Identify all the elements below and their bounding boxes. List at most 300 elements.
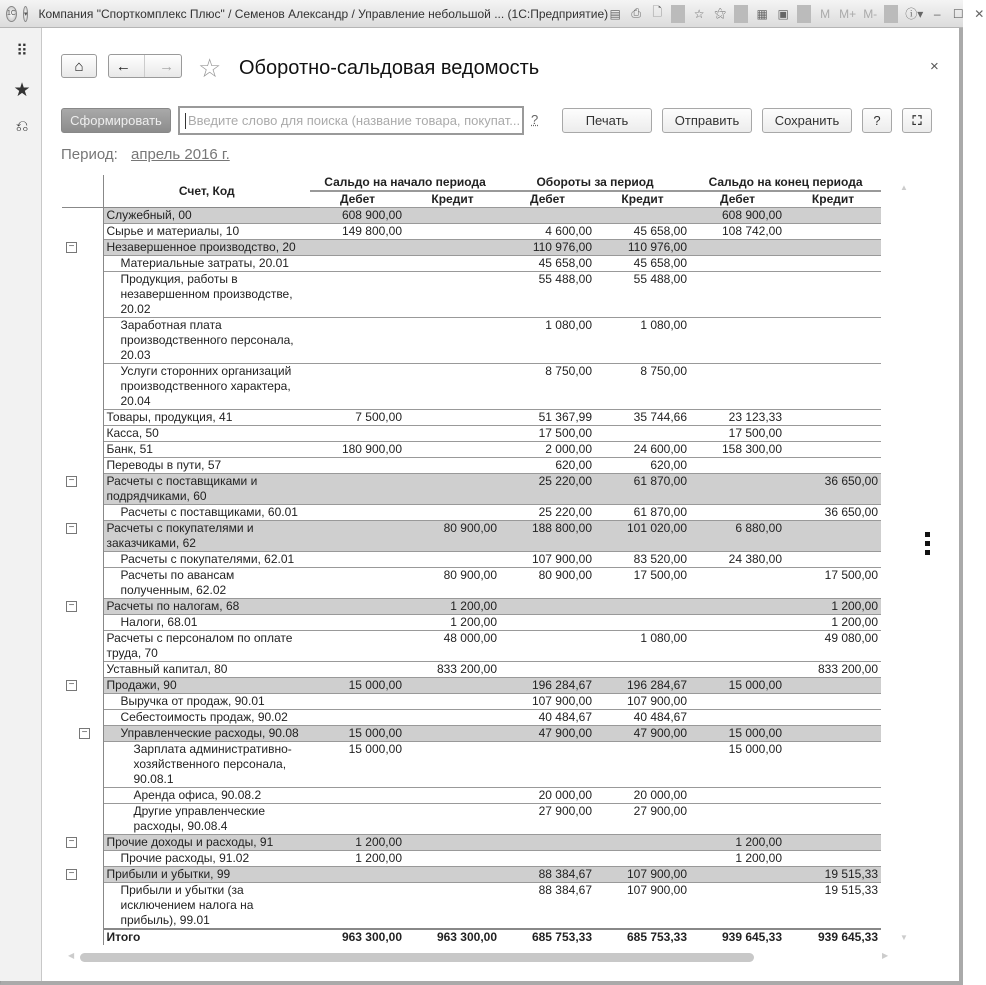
closing-credit-value[interactable]: 833 200,00 <box>785 662 881 678</box>
horizontal-scrollbar[interactable] <box>80 953 754 962</box>
close-window-icon[interactable]: ✕ <box>974 6 985 21</box>
more-actions-icon[interactable] <box>925 532 931 559</box>
opening-debit-value[interactable] <box>310 599 405 615</box>
opening-credit-value[interactable] <box>405 224 500 240</box>
turnover-header: Обороты за период <box>500 175 690 191</box>
turnover-debit-value[interactable]: 47 900,00 <box>500 726 595 742</box>
report-table <box>62 175 881 945</box>
turnover-debit-value[interactable]: 196 284,67 <box>500 678 595 694</box>
closing-credit-value[interactable] <box>785 256 881 272</box>
opening-debit-value[interactable] <box>310 804 405 835</box>
closing-credit-header: Кредит <box>811 192 855 206</box>
turnover-credit-value[interactable]: 107 900,00 <box>595 883 690 930</box>
opening-credit-value[interactable] <box>405 318 500 364</box>
closing-debit-value[interactable] <box>690 694 785 710</box>
closing-credit-value[interactable] <box>785 851 881 867</box>
closing-debit-value[interactable] <box>690 710 785 726</box>
opening-debit-value[interactable]: 180 900,00 <box>310 442 405 458</box>
scroll-up-arrow[interactable]: ▲ <box>900 183 908 192</box>
opening-credit-value[interactable] <box>405 883 500 930</box>
closing-credit-value[interactable] <box>785 410 881 426</box>
scroll-right-arrow[interactable]: ▶ <box>882 951 889 960</box>
table-row[interactable] <box>62 883 881 930</box>
scroll-left-arrow[interactable]: ◀ <box>68 951 75 960</box>
preview-icon[interactable]: 🗋 <box>652 5 662 19</box>
opening-debit-value[interactable] <box>310 426 405 442</box>
opening-credit-value[interactable] <box>405 804 500 835</box>
table-row[interactable] <box>62 442 881 458</box>
opening-debit-value[interactable]: 7 500,00 <box>310 410 405 426</box>
opening-credit-value[interactable] <box>405 835 500 851</box>
closing-credit-value[interactable] <box>785 458 881 474</box>
opening-debit-value[interactable] <box>310 615 405 631</box>
opening-debit-value[interactable] <box>310 318 405 364</box>
send-button[interactable]: Отправить <box>662 108 752 133</box>
closing-debit-value[interactable]: 23 123,33 <box>690 410 785 426</box>
turnover-debit-value[interactable]: 620,00 <box>500 458 595 474</box>
apps-grid-icon[interactable]: ⠿ <box>16 43 28 60</box>
turnover-debit-value[interactable]: 17 500,00 <box>500 426 595 442</box>
save-button[interactable]: Сохранить <box>762 108 852 133</box>
opening-credit-value[interactable]: 80 900,00 <box>405 521 500 552</box>
closing-credit-value[interactable]: 1 200,00 <box>785 615 881 631</box>
opening-credit-value[interactable] <box>405 726 500 742</box>
turnover-credit-value[interactable]: 1 080,00 <box>595 318 690 364</box>
opening-credit-value[interactable] <box>405 742 500 788</box>
closing-debit-value[interactable] <box>690 318 785 364</box>
closing-credit-value[interactable] <box>785 240 881 256</box>
closing-debit-value[interactable] <box>690 804 785 835</box>
table-row[interactable] <box>62 662 881 678</box>
favorites-add-icon[interactable]: ☆ <box>693 6 705 21</box>
table-row[interactable] <box>62 568 881 599</box>
account-header: Счет, Код <box>103 175 310 208</box>
opening-credit-value[interactable]: 80 900,00 <box>405 568 500 599</box>
turnover-debit-value[interactable]: 2 000,00 <box>500 442 595 458</box>
tree-cell <box>62 742 103 788</box>
closing-credit-value[interactable] <box>785 364 881 410</box>
turnover-credit-value[interactable]: 620,00 <box>595 458 690 474</box>
opening-debit-value[interactable] <box>310 474 405 505</box>
turnover-credit-value[interactable]: 83 520,00 <box>595 552 690 568</box>
print-icon[interactable]: ⎙ <box>631 6 641 20</box>
turnover-debit-value[interactable]: 188 800,00 <box>500 521 595 552</box>
closing-debit-value[interactable] <box>690 631 785 662</box>
turnover-debit-value[interactable] <box>500 742 595 788</box>
closing-debit-value[interactable] <box>690 505 785 521</box>
opening-debit-value[interactable] <box>310 458 405 474</box>
collapse-group-icon[interactable]: − <box>66 476 77 487</box>
opening-debit-value[interactable] <box>310 788 405 804</box>
table-row[interactable] <box>62 272 881 318</box>
turnover-credit-value[interactable]: 196 284,67 <box>595 678 690 694</box>
opening-credit-value[interactable] <box>405 867 500 883</box>
closing-debit-value[interactable]: 15 000,00 <box>690 726 785 742</box>
table-row[interactable] <box>62 208 881 224</box>
opening-debit-value[interactable] <box>310 568 405 599</box>
turnover-credit-value[interactable]: 55 488,00 <box>595 272 690 318</box>
table-row[interactable] <box>62 599 881 615</box>
print-button[interactable]: Печать <box>562 108 652 133</box>
opening-credit-value[interactable]: 1 200,00 <box>405 599 500 615</box>
table-row[interactable] <box>62 788 881 804</box>
turnover-credit-value[interactable]: 110 976,00 <box>595 240 690 256</box>
opening-credit-value[interactable] <box>405 458 500 474</box>
save-icon[interactable]: ▤ <box>609 6 621 21</box>
opening-credit-value[interactable] <box>405 474 500 505</box>
turnover-debit-value[interactable]: 27 900,00 <box>500 804 595 835</box>
closing-debit-value[interactable] <box>690 256 785 272</box>
opening-debit-value[interactable] <box>310 883 405 930</box>
opening-credit-value[interactable] <box>405 694 500 710</box>
sidebar <box>0 28 42 981</box>
turnover-credit-value[interactable] <box>595 742 690 788</box>
table-row[interactable] <box>62 521 881 552</box>
turnover-credit-value[interactable] <box>595 851 690 867</box>
opening-debit-value[interactable] <box>310 631 405 662</box>
closing-debit-value[interactable] <box>690 788 785 804</box>
closing-credit-value[interactable]: 19 515,33 <box>785 867 881 883</box>
closing-credit-value[interactable] <box>785 552 881 568</box>
opening-credit-value[interactable] <box>405 710 500 726</box>
closing-debit-value[interactable] <box>690 364 785 410</box>
closing-debit-value[interactable]: 15 000,00 <box>690 678 785 694</box>
closing-debit-value[interactable] <box>690 662 785 678</box>
table-row[interactable] <box>62 552 881 568</box>
turnover-credit-value[interactable]: 17 500,00 <box>595 568 690 599</box>
closing-debit-value[interactable] <box>690 883 785 930</box>
opening-debit-value[interactable] <box>310 240 405 256</box>
opening-credit-value[interactable]: 48 000,00 <box>405 631 500 662</box>
table-row[interactable] <box>62 835 881 851</box>
closing-debit-value[interactable] <box>690 240 785 256</box>
account-name: Услуги сторонних организаций производственного характера, 20.04 <box>103 364 310 410</box>
closing-debit-header: Дебет <box>720 192 756 206</box>
turnover-credit-value[interactable]: 35 744,66 <box>595 410 690 426</box>
table-row[interactable] <box>62 726 881 742</box>
opening-credit-value[interactable] <box>405 256 500 272</box>
table-row[interactable] <box>62 710 881 726</box>
favorites-icon[interactable]: ⚝ <box>714 6 726 20</box>
tree-cell <box>62 505 103 521</box>
opening-debit-value[interactable] <box>310 694 405 710</box>
turnover-debit-value[interactable]: 25 220,00 <box>500 505 595 521</box>
table-row[interactable] <box>62 240 881 256</box>
account-name: Расчеты с персоналом по оплате труда, 70 <box>103 631 310 662</box>
tree-column-header <box>62 175 103 208</box>
table-row[interactable] <box>62 318 881 364</box>
turnover-debit-value[interactable] <box>500 631 595 662</box>
tree-cell <box>62 851 103 867</box>
collapse-group-icon[interactable]: − <box>79 728 90 739</box>
app-logo-icon[interactable]: 1С <box>6 6 17 22</box>
collapse-group-icon[interactable]: − <box>66 680 77 691</box>
main-menu-icon[interactable]: ▾ <box>23 6 29 22</box>
turnover-debit-value[interactable]: 51 367,99 <box>500 410 595 426</box>
collapse-group-icon[interactable]: − <box>66 523 77 534</box>
closing-debit-value[interactable]: 6 880,00 <box>690 521 785 552</box>
table-row[interactable] <box>62 410 881 426</box>
tree-cell <box>62 883 103 930</box>
home-icon: ⌂ <box>74 57 84 75</box>
turnover-credit-value[interactable]: 8 750,00 <box>595 364 690 410</box>
turnover-credit-value[interactable]: 61 870,00 <box>595 474 690 505</box>
closing-debit-value[interactable]: 1 200,00 <box>690 851 785 867</box>
turnover-debit-value[interactable] <box>500 662 595 678</box>
turnover-credit-value[interactable]: 45 658,00 <box>595 256 690 272</box>
opening-credit-value[interactable] <box>405 442 500 458</box>
info-icon[interactable]: ⓘ▾ <box>905 7 924 21</box>
table-row[interactable] <box>62 505 881 521</box>
closing-credit-value[interactable]: 36 650,00 <box>785 474 881 505</box>
closing-credit-value[interactable] <box>785 804 881 835</box>
turnover-debit-value[interactable]: 25 220,00 <box>500 474 595 505</box>
opening-debit-value[interactable]: 15 000,00 <box>310 678 405 694</box>
closing-debit-value[interactable]: 608 900,00 <box>690 208 785 224</box>
opening-credit-value[interactable] <box>405 788 500 804</box>
turnover-credit-value[interactable]: 20 000,00 <box>595 788 690 804</box>
opening-credit-value[interactable] <box>405 505 500 521</box>
table-row[interactable] <box>62 678 881 694</box>
table-row[interactable] <box>62 364 881 410</box>
collapse-group-icon[interactable]: − <box>66 837 77 848</box>
forward-button[interactable]: → <box>159 57 175 75</box>
tree-cell <box>62 631 103 662</box>
turnover-debit-value[interactable]: 1 080,00 <box>500 318 595 364</box>
close-form-icon[interactable]: × <box>930 58 939 75</box>
opening-debit-value[interactable]: 608 900,00 <box>310 208 405 224</box>
turnover-credit-value[interactable] <box>595 662 690 678</box>
table-row[interactable] <box>62 224 881 240</box>
opening-debit-value[interactable]: 1 200,00 <box>310 835 405 851</box>
table-row[interactable] <box>62 742 881 788</box>
closing-credit-value[interactable] <box>785 426 881 442</box>
turnover-debit-value[interactable]: 40 484,67 <box>500 710 595 726</box>
turnover-debit-value[interactable] <box>500 835 595 851</box>
turnover-credit-value[interactable]: 1 080,00 <box>595 631 690 662</box>
turnover-credit-value[interactable]: 107 900,00 <box>595 867 690 883</box>
calculator-icon[interactable]: ▦ <box>756 6 768 21</box>
history-scroll-icon[interactable]: ⎌ <box>15 118 29 135</box>
turnover-debit-value[interactable]: 55 488,00 <box>500 272 595 318</box>
account-name: Управленческие расходы, 90.08 <box>103 726 310 742</box>
closing-debit-value[interactable]: 17 500,00 <box>690 426 785 442</box>
turnover-debit-value[interactable]: 107 900,00 <box>500 694 595 710</box>
closing-balance-header: Сальдо на конец периода <box>690 175 881 191</box>
opening-credit-value[interactable]: 1 200,00 <box>405 615 500 631</box>
table-row[interactable] <box>62 631 881 662</box>
scroll-down-arrow[interactable]: ▼ <box>900 933 908 942</box>
opening-debit-value[interactable] <box>310 272 405 318</box>
closing-debit-value[interactable] <box>690 615 785 631</box>
account-name: Прочие расходы, 91.02 <box>103 851 310 867</box>
turnover-debit-value[interactable]: 4 600,00 <box>500 224 595 240</box>
account-name: Уставный капитал, 80 <box>103 662 310 678</box>
table-row[interactable] <box>62 804 881 835</box>
opening-credit-value[interactable] <box>405 272 500 318</box>
table-row[interactable] <box>62 474 881 505</box>
turnover-debit-value[interactable] <box>500 851 595 867</box>
closing-credit-value[interactable] <box>785 710 881 726</box>
closing-debit-value[interactable]: 24 380,00 <box>690 552 785 568</box>
opening-credit-value[interactable]: 833 200,00 <box>405 662 500 678</box>
opening-debit-value[interactable] <box>310 662 405 678</box>
closing-debit-value[interactable]: 108 742,00 <box>690 224 785 240</box>
memory-mplus-button[interactable]: M+ <box>839 6 857 21</box>
opening-credit-value[interactable] <box>405 552 500 568</box>
turnover-credit-value[interactable]: 101 020,00 <box>595 521 690 552</box>
turnover-credit-value[interactable]: 27 900,00 <box>595 804 690 835</box>
opening-credit-value[interactable] <box>405 364 500 410</box>
closing-credit-value[interactable] <box>785 678 881 694</box>
closing-credit-value[interactable] <box>785 442 881 458</box>
maximize-icon[interactable]: ☐ <box>952 6 964 21</box>
turnover-credit-header: Кредит <box>621 192 664 206</box>
turnover-credit-value[interactable]: 45 658,00 <box>595 224 690 240</box>
table-row[interactable] <box>62 426 881 442</box>
text-caret <box>185 113 186 129</box>
closing-credit-value[interactable] <box>785 272 881 318</box>
generate-button[interactable]: Сформировать <box>61 108 171 133</box>
closing-credit-value[interactable] <box>785 835 881 851</box>
closing-debit-value[interactable] <box>690 599 785 615</box>
fullscreen-icon: ⛶ <box>912 112 922 128</box>
table-row[interactable] <box>62 694 881 710</box>
account-name: Продукция, работы в незавершенном производстве, 20.02 <box>103 272 310 318</box>
tree-cell <box>62 867 103 883</box>
turnover-credit-value[interactable]: 24 600,00 <box>595 442 690 458</box>
opening-debit-value[interactable]: 15 000,00 <box>310 742 405 788</box>
closing-debit-value[interactable] <box>690 272 785 318</box>
tree-cell <box>62 410 103 426</box>
opening-credit-value[interactable] <box>405 851 500 867</box>
turnover-debit-value[interactable]: 80 900,00 <box>500 568 595 599</box>
opening-debit-value[interactable] <box>310 505 405 521</box>
opening-debit-value[interactable]: 15 000,00 <box>310 726 405 742</box>
memory-m-button[interactable]: M <box>820 6 831 21</box>
turnover-credit-value[interactable] <box>595 208 690 224</box>
turnover-credit-value[interactable] <box>595 426 690 442</box>
turnover-credit-value[interactable] <box>595 599 690 615</box>
opening-debit-value[interactable]: 1 200,00 <box>310 851 405 867</box>
table-row[interactable] <box>62 867 881 883</box>
total-closing-debit: 939 645,33 <box>690 929 785 945</box>
table-row[interactable] <box>62 458 881 474</box>
home-button[interactable] <box>61 54 97 78</box>
tree-cell <box>62 694 103 710</box>
closing-debit-value[interactable] <box>690 474 785 505</box>
opening-credit-value[interactable] <box>405 410 500 426</box>
closing-credit-value[interactable] <box>785 208 881 224</box>
account-name: Расчеты по авансам полученным, 62.02 <box>103 568 310 599</box>
turnover-debit-value[interactable]: 110 976,00 <box>500 240 595 256</box>
closing-credit-value[interactable] <box>785 224 881 240</box>
closing-credit-value[interactable] <box>785 742 881 788</box>
search-help-link[interactable]: ? <box>531 112 539 127</box>
closing-credit-value[interactable]: 49 080,00 <box>785 631 881 662</box>
closing-credit-value[interactable]: 36 650,00 <box>785 505 881 521</box>
turnover-debit-value[interactable]: 88 384,67 <box>500 867 595 883</box>
table-row[interactable] <box>62 615 881 631</box>
opening-debit-value[interactable] <box>310 521 405 552</box>
memory-mminus-button[interactable]: M- <box>863 6 878 21</box>
collapse-group-icon[interactable]: − <box>66 869 77 880</box>
opening-credit-value[interactable] <box>405 208 500 224</box>
minimize-icon[interactable]: – <box>933 6 941 21</box>
turnover-credit-value[interactable] <box>595 835 690 851</box>
collapse-group-icon[interactable]: − <box>66 601 77 612</box>
turnover-debit-value[interactable]: 107 900,00 <box>500 552 595 568</box>
table-row[interactable] <box>62 256 881 272</box>
closing-debit-value[interactable] <box>690 568 785 599</box>
turnover-debit-value[interactable]: 8 750,00 <box>500 364 595 410</box>
turnover-debit-value[interactable] <box>500 599 595 615</box>
opening-debit-value[interactable] <box>310 364 405 410</box>
closing-debit-value[interactable]: 158 300,00 <box>690 442 785 458</box>
account-name: Служебный, 00 <box>103 208 310 224</box>
turnover-debit-value[interactable] <box>500 615 595 631</box>
back-button[interactable]: ← <box>115 57 131 75</box>
closing-debit-value[interactable]: 1 200,00 <box>690 835 785 851</box>
closing-credit-value[interactable] <box>785 521 881 552</box>
turnover-debit-value[interactable]: 45 658,00 <box>500 256 595 272</box>
closing-credit-value[interactable]: 17 500,00 <box>785 568 881 599</box>
opening-credit-value[interactable] <box>405 678 500 694</box>
total-closing-credit: 939 645,33 <box>785 929 881 945</box>
turnover-credit-value[interactable]: 47 900,00 <box>595 726 690 742</box>
opening-debit-value[interactable]: 149 800,00 <box>310 224 405 240</box>
add-to-favorites-star-icon[interactable]: ☆ <box>198 53 222 83</box>
closing-credit-value[interactable] <box>785 694 881 710</box>
closing-debit-value[interactable] <box>690 867 785 883</box>
opening-debit-value[interactable] <box>310 867 405 883</box>
closing-credit-value[interactable] <box>785 318 881 364</box>
closing-credit-value[interactable]: 19 515,33 <box>785 883 881 930</box>
nav-buttons <box>108 54 182 78</box>
turnover-debit-value[interactable] <box>500 208 595 224</box>
turnover-credit-value[interactable] <box>595 615 690 631</box>
collapse-group-icon[interactable]: − <box>66 242 77 253</box>
favorites-star-icon[interactable]: ★ <box>13 80 31 101</box>
period-link[interactable]: апрель 2016 г. <box>131 146 230 163</box>
closing-debit-value[interactable] <box>690 458 785 474</box>
opening-debit-value[interactable] <box>310 710 405 726</box>
tree-cell <box>62 599 103 615</box>
opening-credit-value[interactable] <box>405 426 500 442</box>
calendar-icon[interactable]: ▣ <box>777 6 789 21</box>
table-row[interactable] <box>62 851 881 867</box>
turnover-credit-value[interactable]: 40 484,67 <box>595 710 690 726</box>
account-name: Материальные затраты, 20.01 <box>103 256 310 272</box>
turnover-debit-value[interactable]: 88 384,67 <box>500 883 595 930</box>
opening-debit-value[interactable] <box>310 552 405 568</box>
turnover-credit-value[interactable]: 107 900,00 <box>595 694 690 710</box>
separator <box>734 5 748 23</box>
closing-credit-value[interactable]: 1 200,00 <box>785 599 881 615</box>
tree-cell <box>62 240 103 256</box>
opening-debit-value[interactable] <box>310 256 405 272</box>
turnover-debit-value[interactable]: 20 000,00 <box>500 788 595 804</box>
closing-credit-value[interactable] <box>785 726 881 742</box>
closing-credit-value[interactable] <box>785 788 881 804</box>
closing-debit-value[interactable]: 15 000,00 <box>690 742 785 788</box>
fullscreen-button[interactable] <box>902 108 932 133</box>
help-button[interactable]: ? <box>862 108 892 133</box>
turnover-credit-value[interactable]: 61 870,00 <box>595 505 690 521</box>
search-input[interactable] <box>178 106 524 135</box>
opening-credit-value[interactable] <box>405 240 500 256</box>
account-name: Выручка от продаж, 90.01 <box>103 694 310 710</box>
